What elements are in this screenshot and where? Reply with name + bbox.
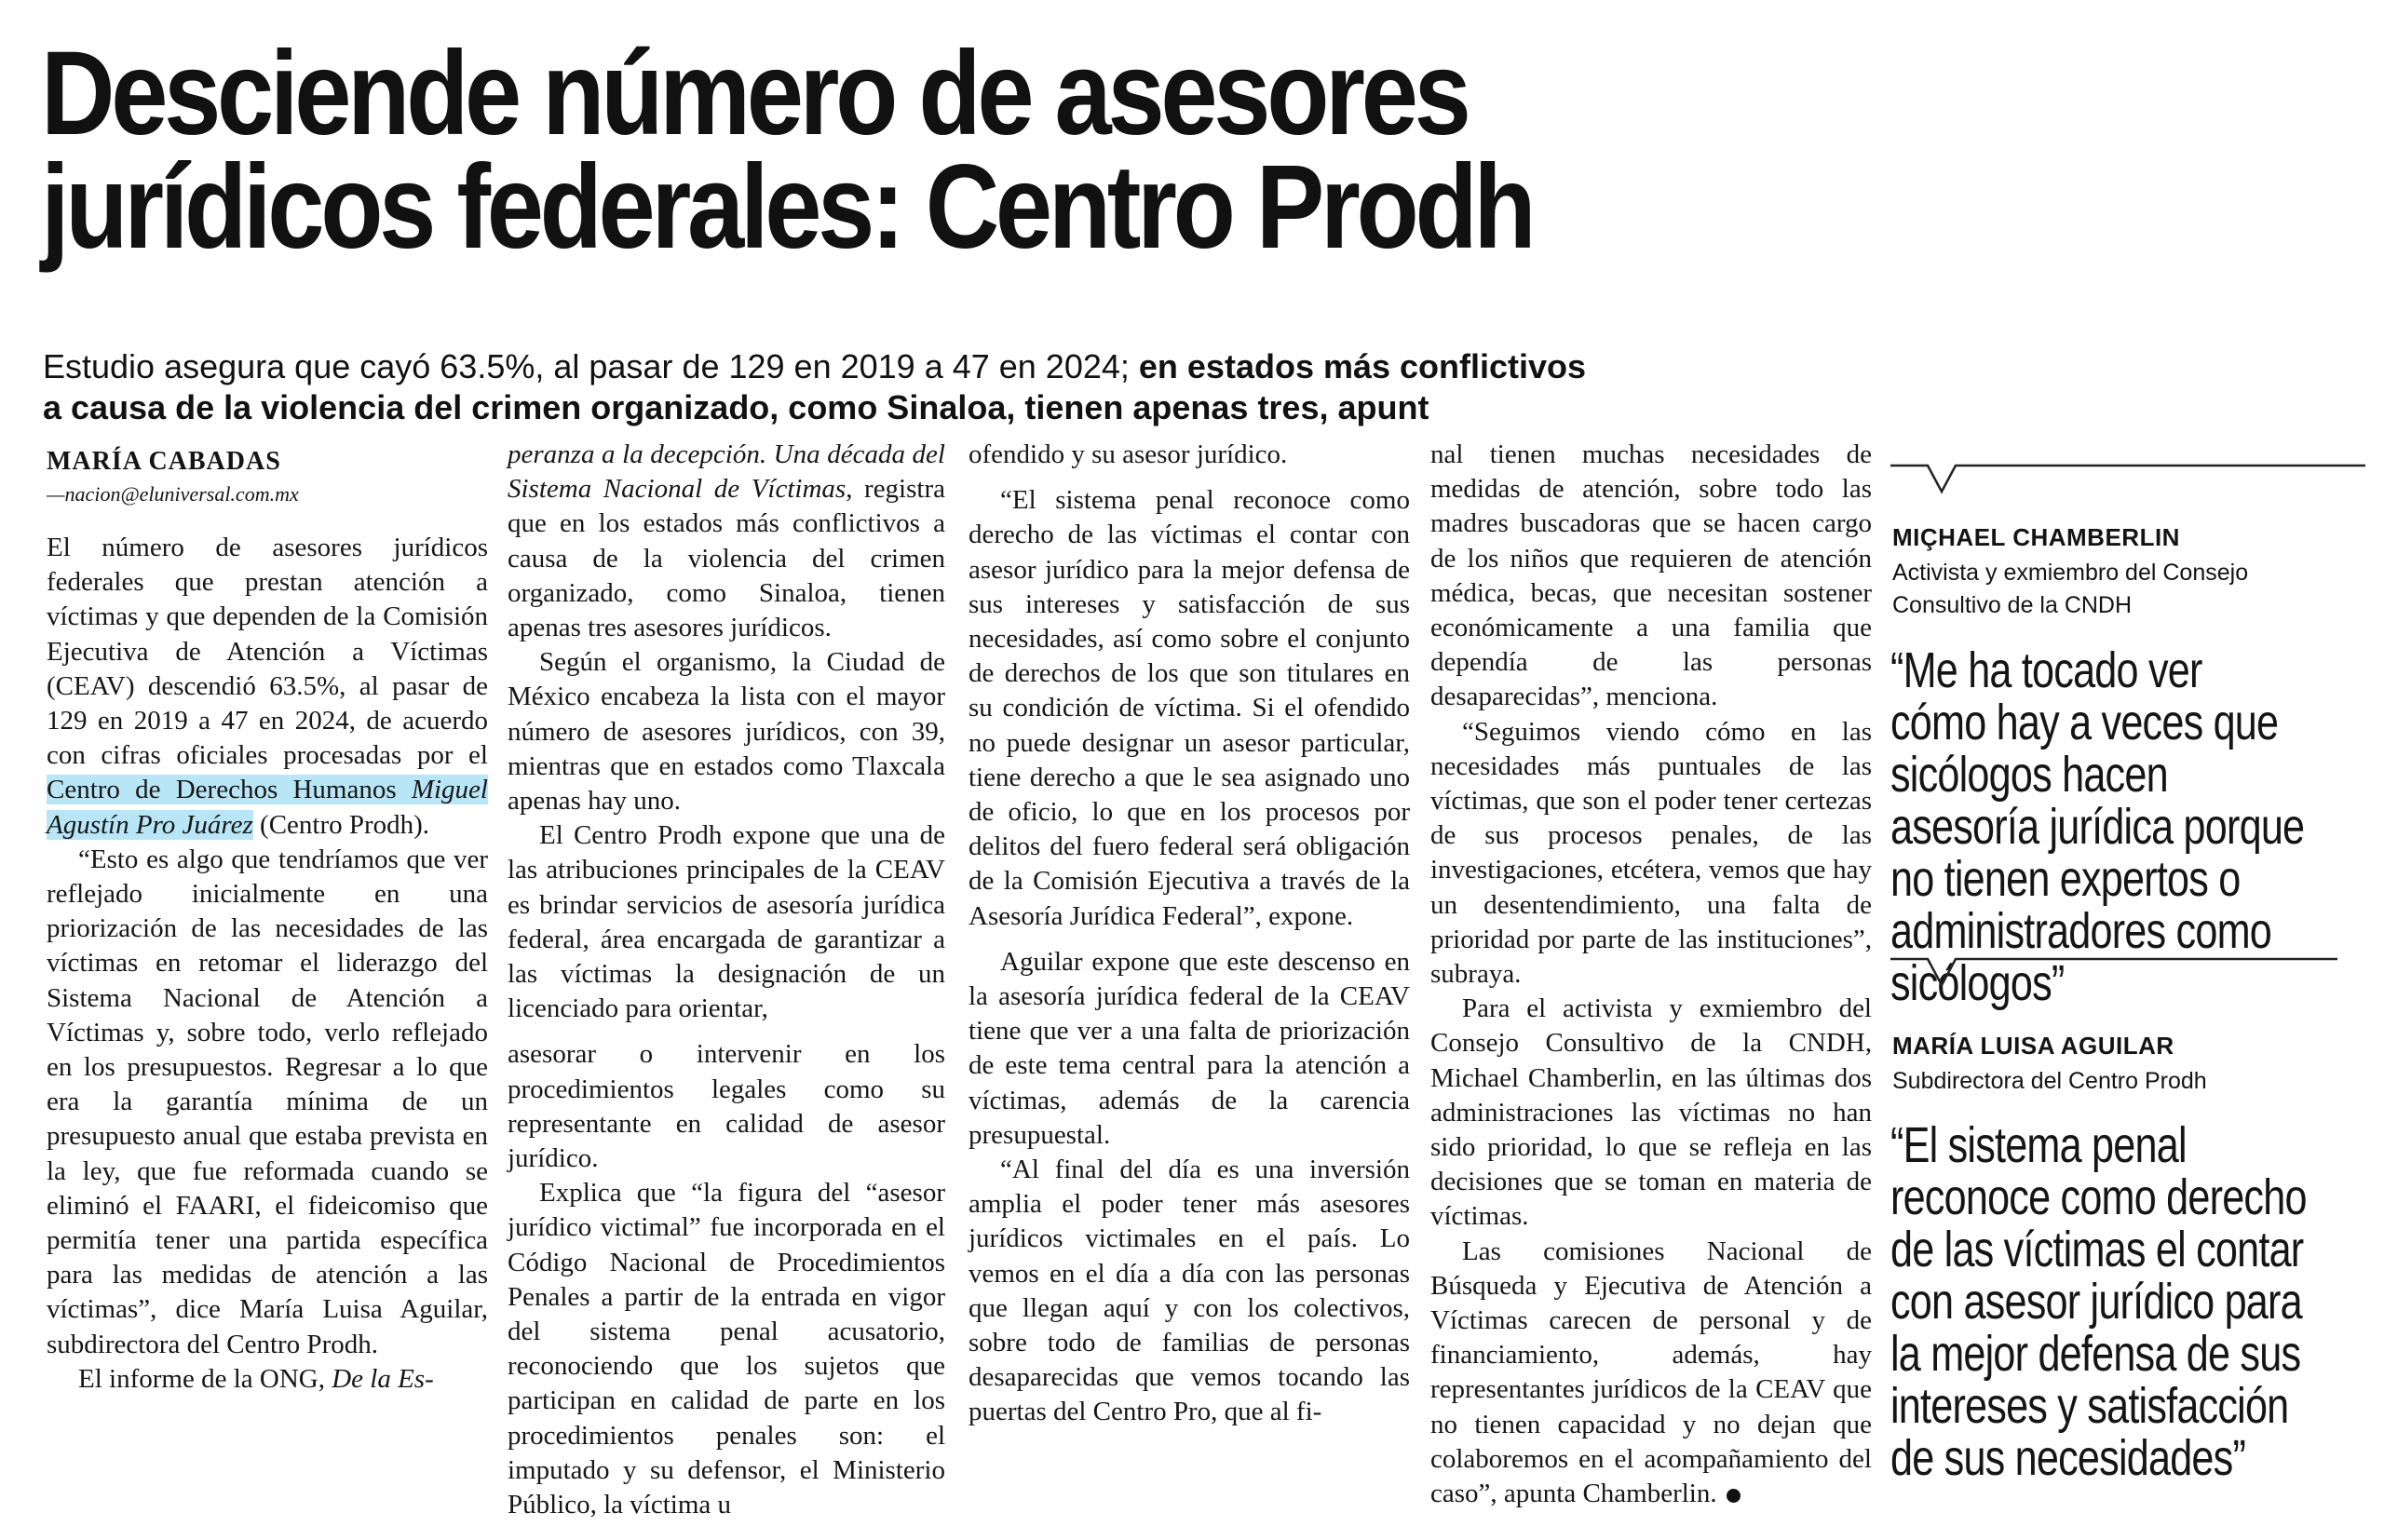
text-run: El número de asesores jurídicos federales que prestan atención a víctimas y que dependen de la Comisión Ejecutiva de Atención a Víctimas (CEAV) descendió 63.5%, al pasar de 129 en 2019 a 47 en 2024, de acuerdo con cifras oficiales procesadas por el [47, 533, 488, 771]
paragraph [1430, 1235, 1872, 1512]
article-column-1 [47, 531, 488, 1397]
text-run: Centro de Derechos Humanos [47, 775, 412, 805]
author-name: MARÍA CABADAS [47, 447, 281, 476]
text-run: , registra que en los estados más conflictivos a causa de la violencia del crimen organizado, como Sinaloa, tienen apenas tres asesores jurídicos. [508, 474, 945, 643]
paragraph: Para el activista y exmiembro del Consejo Consultivo de la CNDH, Michael Chamberlin, en las últimas dos administraciones las víctimas no han sido prioridad, lo que se refleja en las decisiones que se toman en materia de víctimas. [1430, 993, 1872, 1232]
article-column-4 [1430, 438, 1872, 1511]
headline [41, 27, 1533, 274]
end-of-article-bullet-icon [1727, 1489, 1741, 1503]
paragraph: Explica que “la figura del “asesor jurídico victimal” fue incorporada en el Código Nacional de Procedimientos Penales a partir de la entrada en vigor del sistema penal acusatorio, reconociendo que los sujetos que participan en calidad de parte en los procedimientos penales son: el imputado y su defensor, el Ministerio Público, la víctima u [508, 1178, 945, 1520]
paragraph: asesorar o intervenir en los procedimientos legales como su representante en calidad de asesor jurídico. [508, 1039, 945, 1174]
text-run: El informe de la ONG, [78, 1363, 332, 1394]
text-run: Las comisiones Nacional de Búsqueda y Ejecutiva de Atención a Víctimas carecen de personal y de financiamiento, además, hay representantes jurídicos de la CEAV que no tienen capacidad y no dejan que colaboremos en el acompañamiento del caso”, apunta Chamberlin. [1430, 1236, 1872, 1509]
quote-author-role: Activista y exmiembro del Consejo Consultivo de la CNDH [1892, 560, 2249, 618]
subheadline [43, 346, 1589, 428]
subheadline-regular: Estudio asegura que cayó 63.5%, al pasar de 129 en 2019 a 47 en 2024; [43, 347, 1130, 385]
paragraph: Según el organismo, la Ciudad de México encabeza la lista con el mayor número de asesores jurídicos, con 39, mientras que en estados como Tlaxcala apenas hay uno. [508, 647, 945, 817]
paragraph [47, 531, 488, 843]
paragraph: nal tienen muchas necesidades de medidas de atención, sobre todo las madres buscadoras que se hacen cargo de los niños que requieren de atención médica, becas, que necesitan sostener económicamente a una familia que dependía de las personas desaparecidas”, menciona. [1430, 439, 1872, 712]
paragraph: “Esto es algo que tendríamos que ver reflejado inicialmente en una priorización de las necesidades de las víctimas en retomar el liderazgo del Sistema Nacional de Atención a Víctimas y, sobre todo, verlo reflejado en los presupuestos. Regresar a lo que era la garantía mínima de un presupuesto anual que estaba prevista en la ley, que fue reformada cuando se eliminó el FAARI, el fideicomiso que permitía tener una partida específica para las medidas de atención a las víctimas”, dice María Luisa Aguilar, subdirectora del Centro Prodh. [47, 844, 488, 1359]
quote-author-name: MIÇHAEL CHAMBERLIN [1892, 523, 2180, 551]
paragraph: “El sistema penal reconoce como derecho de las víctimas el contar con asesor jurídico para la mejor defensa de sus intereses y satisfacción de sus necesidades, así como sobre el conjunto de derechos de los que son titulares en su condición de víctima. Si el ofendido no puede designar un asesor particular, tiene derecho a que le sea asignado uno de oficio, lo que en los procesos por delitos del fuero federal será obligación de la Comisión Ejecutiva a través de la Asesoría Jurídica Federal”, expone. [968, 485, 1410, 931]
author-email: —nacion@eluniversal.com.mx [47, 482, 299, 506]
headline-line-1: Desciende número de asesores [41, 27, 1468, 160]
quote-author-name: MARÍA LUISA AGUILAR [1892, 1032, 2174, 1060]
subheadline-bold: en estados más conflictivos a causa de la violencia del crimen organizado, como Sinaloa, tienen apenas tres, apunt [43, 347, 1587, 426]
byline [47, 445, 466, 510]
paragraph [47, 1362, 488, 1397]
paragraph: El Centro Prodh expone que una de las atribuciones principales de la CEAV es brindar servicios de asesoría jurídica federal, área encargada de garantizar a las víctimas la designación de un licenciado para orientar, [508, 820, 945, 1024]
quote-author-role: Subdirectora del Centro Prodh [1892, 1068, 2207, 1094]
article-column-3 [968, 438, 1410, 1430]
paragraph: “Al final del día es una inversión amplia el poder tener más asesores jurídicos victimales en el país. Lo vemos en el día a día con las personas que llegan aquí y con los colectivos, sobre todo de familias de personas desaparecidas que vemos tocando las puertas del Centro Pro, que al fi- [968, 1155, 1410, 1427]
paragraph: “Seguimos viendo cómo en las necesidades más puntuales de las víctimas, que son el poder tener certezas de sus procesos penales, de las investigaciones, etcétera, vemos que hay un desentendimiento, una falta de prioridad por parte de las instituciones”, subraya. [1430, 716, 1872, 990]
text-run: De la Es- [332, 1363, 434, 1394]
paragraph [508, 438, 945, 645]
pull-quote-text: “Me ha tocado ver cómo hay a veces que sicólogos hacen asesoría jurídica porque no tienen expertos o administradores como sicólogos” [1890, 642, 2305, 1011]
text-run: peranza a la decepción. Una década del Sistema Nacional de Víctimas [508, 439, 945, 505]
article-column-2 [508, 438, 945, 1522]
text-run: Miguel Agustín Pro Juárez [47, 775, 488, 840]
headline-line-2: jurídicos federales: Centro Prodh [41, 141, 1533, 274]
pull-quote-text: “El sistema penal reconoce como derecho de las víctimas el contar con asesor jurídico para la mejor defensa de sus intereses y satisfacción de sus necesidades” [1890, 1117, 2307, 1486]
paragraph: ofendido y su asesor jurídico. [968, 439, 1288, 469]
chevron-divider-icon [1890, 445, 2365, 501]
chevron-divider-icon [1890, 948, 2365, 1004]
text-run: (Centro Prodh). [252, 809, 430, 840]
paragraph: Aguilar expone que este descenso en la asesoría jurídica federal de la CEAV tiene que ver a una falta de priorización de este tema central para la atención a víctimas, además de la carencia presupuestal. [968, 946, 1410, 1150]
